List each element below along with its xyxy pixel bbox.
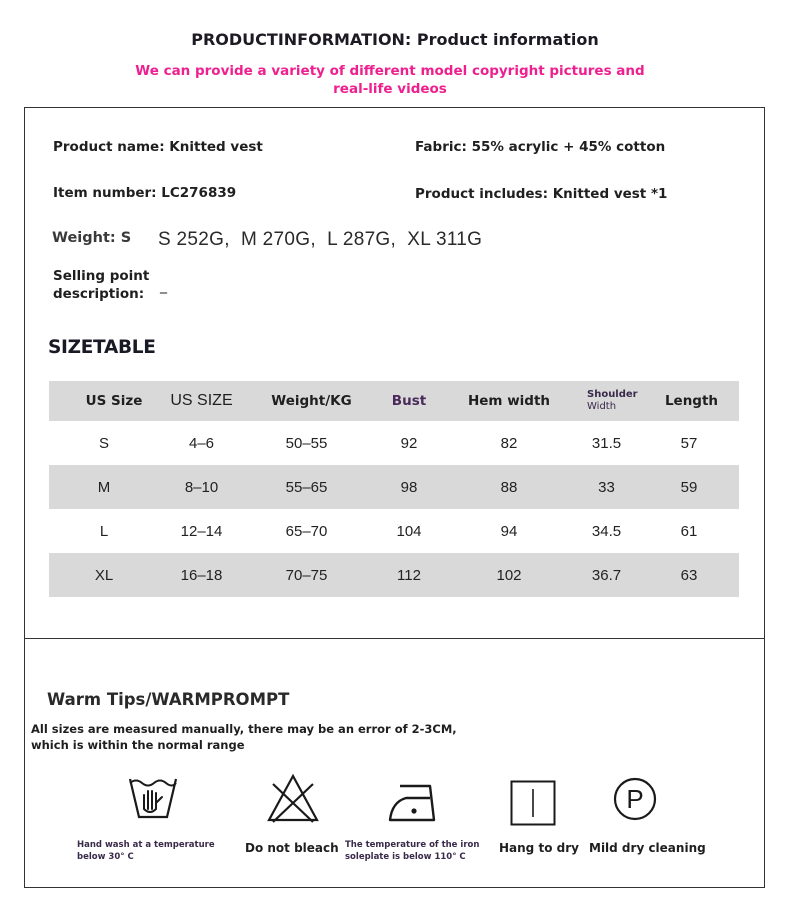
size-table-title: SIZETABLE [48, 337, 156, 358]
page-subtitle [130, 62, 650, 98]
table-row [49, 509, 739, 553]
cell-hem-width: 82 [500, 434, 518, 452]
cell-us-size: M [97, 478, 111, 496]
table-row [49, 553, 739, 597]
cell-shoulder-width: 31.5 [591, 434, 622, 452]
cell-length: 63 [680, 566, 698, 584]
dry-clean-label: Mild dry cleaning [589, 841, 706, 855]
warm-tips-title: Warm Tips/WARMPROMPT [47, 690, 290, 709]
header-length: Length [664, 393, 719, 409]
cell-weight: 55–65 [285, 478, 328, 496]
cell-weight: 70–75 [285, 566, 328, 584]
size-table-header [49, 381, 739, 421]
hand-wash-icon [127, 773, 179, 825]
header-weight: Weight/KG [271, 393, 352, 409]
iron-label [345, 839, 479, 863]
selling-label-line-1: Selling point [53, 268, 150, 284]
subtitle-line-1: We can provide a variety of different model copyright pictures and [135, 63, 645, 79]
header-hem-width: Hem width [467, 393, 551, 409]
cell-length: 57 [680, 434, 698, 452]
hand-wash-line-2: below 30° C [77, 852, 134, 862]
cell-weight: 65–70 [285, 522, 328, 540]
product-fabric: Fabric: 55% acrylic + 45% cotton [415, 139, 666, 155]
header-us-size: US Size [85, 393, 143, 409]
header-shoulder: Shoulder [587, 389, 638, 400]
table-row [49, 421, 739, 465]
item-number: Item number: LC276839 [53, 185, 237, 201]
cell-bust: 112 [397, 566, 421, 584]
weight-value: S 252G, M 270G, L 287G, XL 311G [158, 229, 483, 250]
dry-clean-icon [612, 776, 658, 822]
cell-us-size-range: 16–18 [180, 566, 223, 584]
product-name: Product name: Knitted vest [53, 139, 263, 155]
header-us-size-range: US SIZE [170, 392, 233, 409]
subtitle-line-2: real-life videos [333, 81, 447, 97]
size-table [49, 381, 739, 597]
do-not-bleach-label: Do not bleach [245, 841, 339, 855]
tips-note-line-2: which is within the normal range [31, 738, 245, 752]
cell-shoulder-width: 33 [598, 478, 615, 496]
iron-line-2: soleplate is below 110° C [345, 852, 466, 862]
header-width: Width [587, 401, 617, 412]
product-includes: Product includes: Knitted vest *1 [415, 186, 668, 202]
cell-us-size-range: 4–6 [188, 434, 215, 452]
hand-wash-line-1: Hand wash at a temperature [77, 840, 215, 850]
cell-us-size: XL [94, 566, 114, 584]
cell-hem-width: 102 [496, 566, 522, 584]
cell-us-size: S [98, 434, 109, 452]
cell-shoulder-width: 34.5 [591, 522, 622, 540]
iron-icon [386, 782, 442, 826]
iron-line-1: The temperature of the iron [345, 840, 480, 850]
hang-dry-label: Hang to dry [499, 841, 579, 855]
selling-label-line-2: description: [53, 286, 145, 302]
cell-bust: 92 [400, 434, 418, 452]
tips-note-line-1: All sizes are measured manually, there may be an error of 2-3CM, [31, 722, 457, 736]
weight-label: Weight: S [52, 230, 132, 246]
table-row [49, 465, 739, 509]
warm-tips-note [31, 721, 461, 753]
cell-weight: 50–55 [285, 434, 328, 452]
cell-hem-width: 94 [500, 522, 518, 540]
cell-length: 61 [680, 522, 698, 540]
hang-dry-icon [510, 780, 556, 826]
selling-point-label [53, 267, 173, 303]
header-shoulder-width [587, 381, 657, 421]
selling-point-value: _ [160, 278, 167, 294]
header-bust: Bust [391, 393, 427, 409]
size-table-body [49, 421, 739, 597]
cell-bust: 98 [400, 478, 418, 496]
cell-bust: 104 [396, 522, 422, 540]
page-title: PRODUCTINFORMATION: Product information [191, 30, 599, 49]
cell-us-size-range: 8–10 [184, 478, 219, 496]
hand-wash-label [77, 839, 215, 863]
dry-clean-symbol: P [626, 784, 644, 814]
cell-us-size-range: 12–14 [180, 522, 223, 540]
cell-us-size: L [99, 522, 109, 540]
do-not-bleach-icon [265, 772, 321, 826]
cell-length: 59 [680, 478, 698, 496]
cell-shoulder-width: 36.7 [591, 566, 622, 584]
cell-hem-width: 88 [500, 478, 518, 496]
